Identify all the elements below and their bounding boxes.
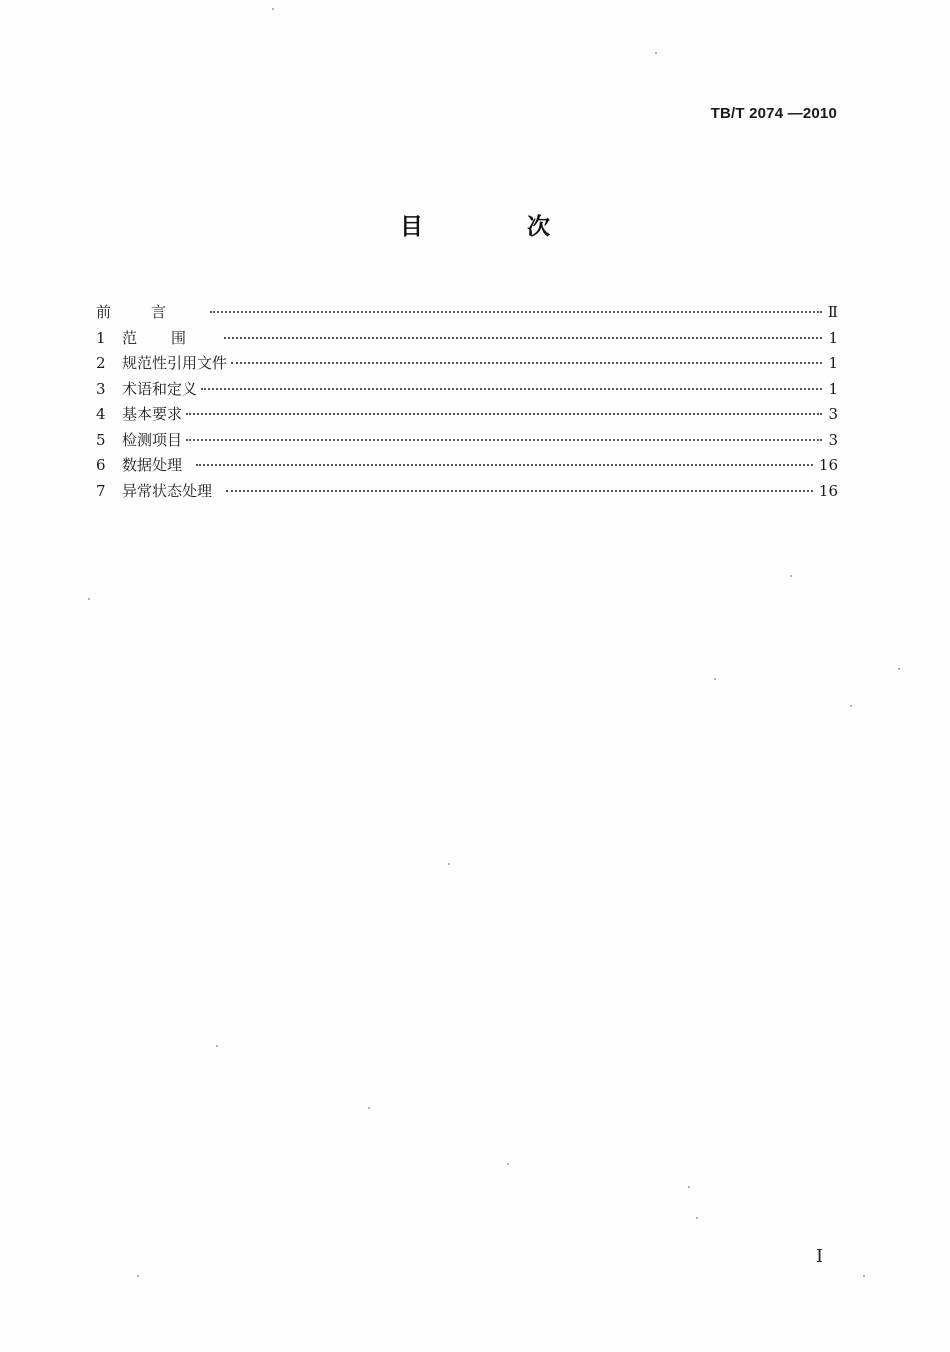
toc-entry-page: 3	[828, 405, 838, 423]
toc-entry-label: 检测项目	[122, 430, 183, 449]
toc-entry-page: 16	[818, 456, 838, 474]
toc-entry-page: 1	[828, 354, 838, 372]
toc-entry-page: 3	[828, 430, 838, 449]
toc-leader-dots	[226, 490, 813, 492]
toc-entry-label: 范围	[122, 328, 221, 347]
toc-list	[96, 300, 838, 504]
toc-entry-page: 16	[818, 481, 838, 500]
toc-leader-dots	[186, 439, 822, 441]
toc-entry-number: 4	[96, 405, 106, 423]
scan-speck	[507, 1163, 509, 1165]
scan-speck	[863, 1275, 865, 1277]
toc-leader-dots	[224, 337, 822, 339]
scan-speck	[655, 52, 657, 54]
toc-entry-number: 1	[96, 328, 106, 347]
toc-entry-label: 基本要求	[122, 405, 183, 423]
toc-entry-terms-definitions[interactable]	[96, 377, 838, 403]
toc-entry-label: 术语和定义	[122, 379, 198, 398]
toc-leader-dots	[210, 311, 822, 313]
scan-speck	[272, 8, 274, 10]
toc-entry-basic-requirements[interactable]	[96, 402, 838, 428]
toc-entry-abnormal-state-handling[interactable]	[96, 479, 838, 505]
toc-entry-foreword[interactable]	[96, 300, 838, 326]
standard-number: TB/T 2074 —2010	[710, 105, 837, 122]
toc-entry-data-processing[interactable]	[96, 453, 838, 479]
scan-speck	[137, 1275, 139, 1277]
scan-speck	[850, 705, 852, 707]
toc-entry-label: 异常状态处理	[122, 481, 213, 500]
toc-entry-number: 6	[96, 456, 106, 474]
toc-entry-scope[interactable]	[96, 326, 838, 352]
scan-speck	[790, 575, 792, 577]
toc-entry-number: 3	[96, 379, 106, 398]
toc-entry-number: 5	[96, 430, 106, 449]
scan-speck	[714, 678, 716, 680]
scan-speck	[696, 1217, 698, 1219]
toc-entry-page: 1	[828, 379, 838, 398]
toc-leader-dots	[201, 388, 822, 390]
scan-speck	[216, 1045, 218, 1047]
toc-entry-label: 数据处理	[122, 456, 183, 474]
scan-speck	[368, 1107, 370, 1109]
toc-leader-dots	[186, 413, 822, 415]
toc-leader-dots	[196, 464, 813, 466]
toc-entry-test-items[interactable]	[96, 428, 838, 454]
toc-entry-page: Ⅱ	[827, 303, 838, 321]
toc-entry-label: 规范性引用文件	[122, 354, 228, 372]
toc-title: 目 次	[399, 214, 598, 240]
scan-speck	[88, 598, 90, 600]
scan-speck	[688, 1186, 690, 1188]
toc-entry-page: 1	[828, 328, 838, 347]
scan-speck	[448, 863, 450, 865]
page-folio: I	[816, 1246, 824, 1267]
toc-entry-number: 7	[96, 481, 106, 500]
toc-entry-label: 前言	[96, 303, 207, 321]
toc-leader-dots	[231, 362, 822, 364]
toc-entry-normative-references[interactable]	[96, 351, 838, 377]
scan-speck	[898, 668, 900, 670]
toc-entry-number: 2	[96, 354, 106, 372]
